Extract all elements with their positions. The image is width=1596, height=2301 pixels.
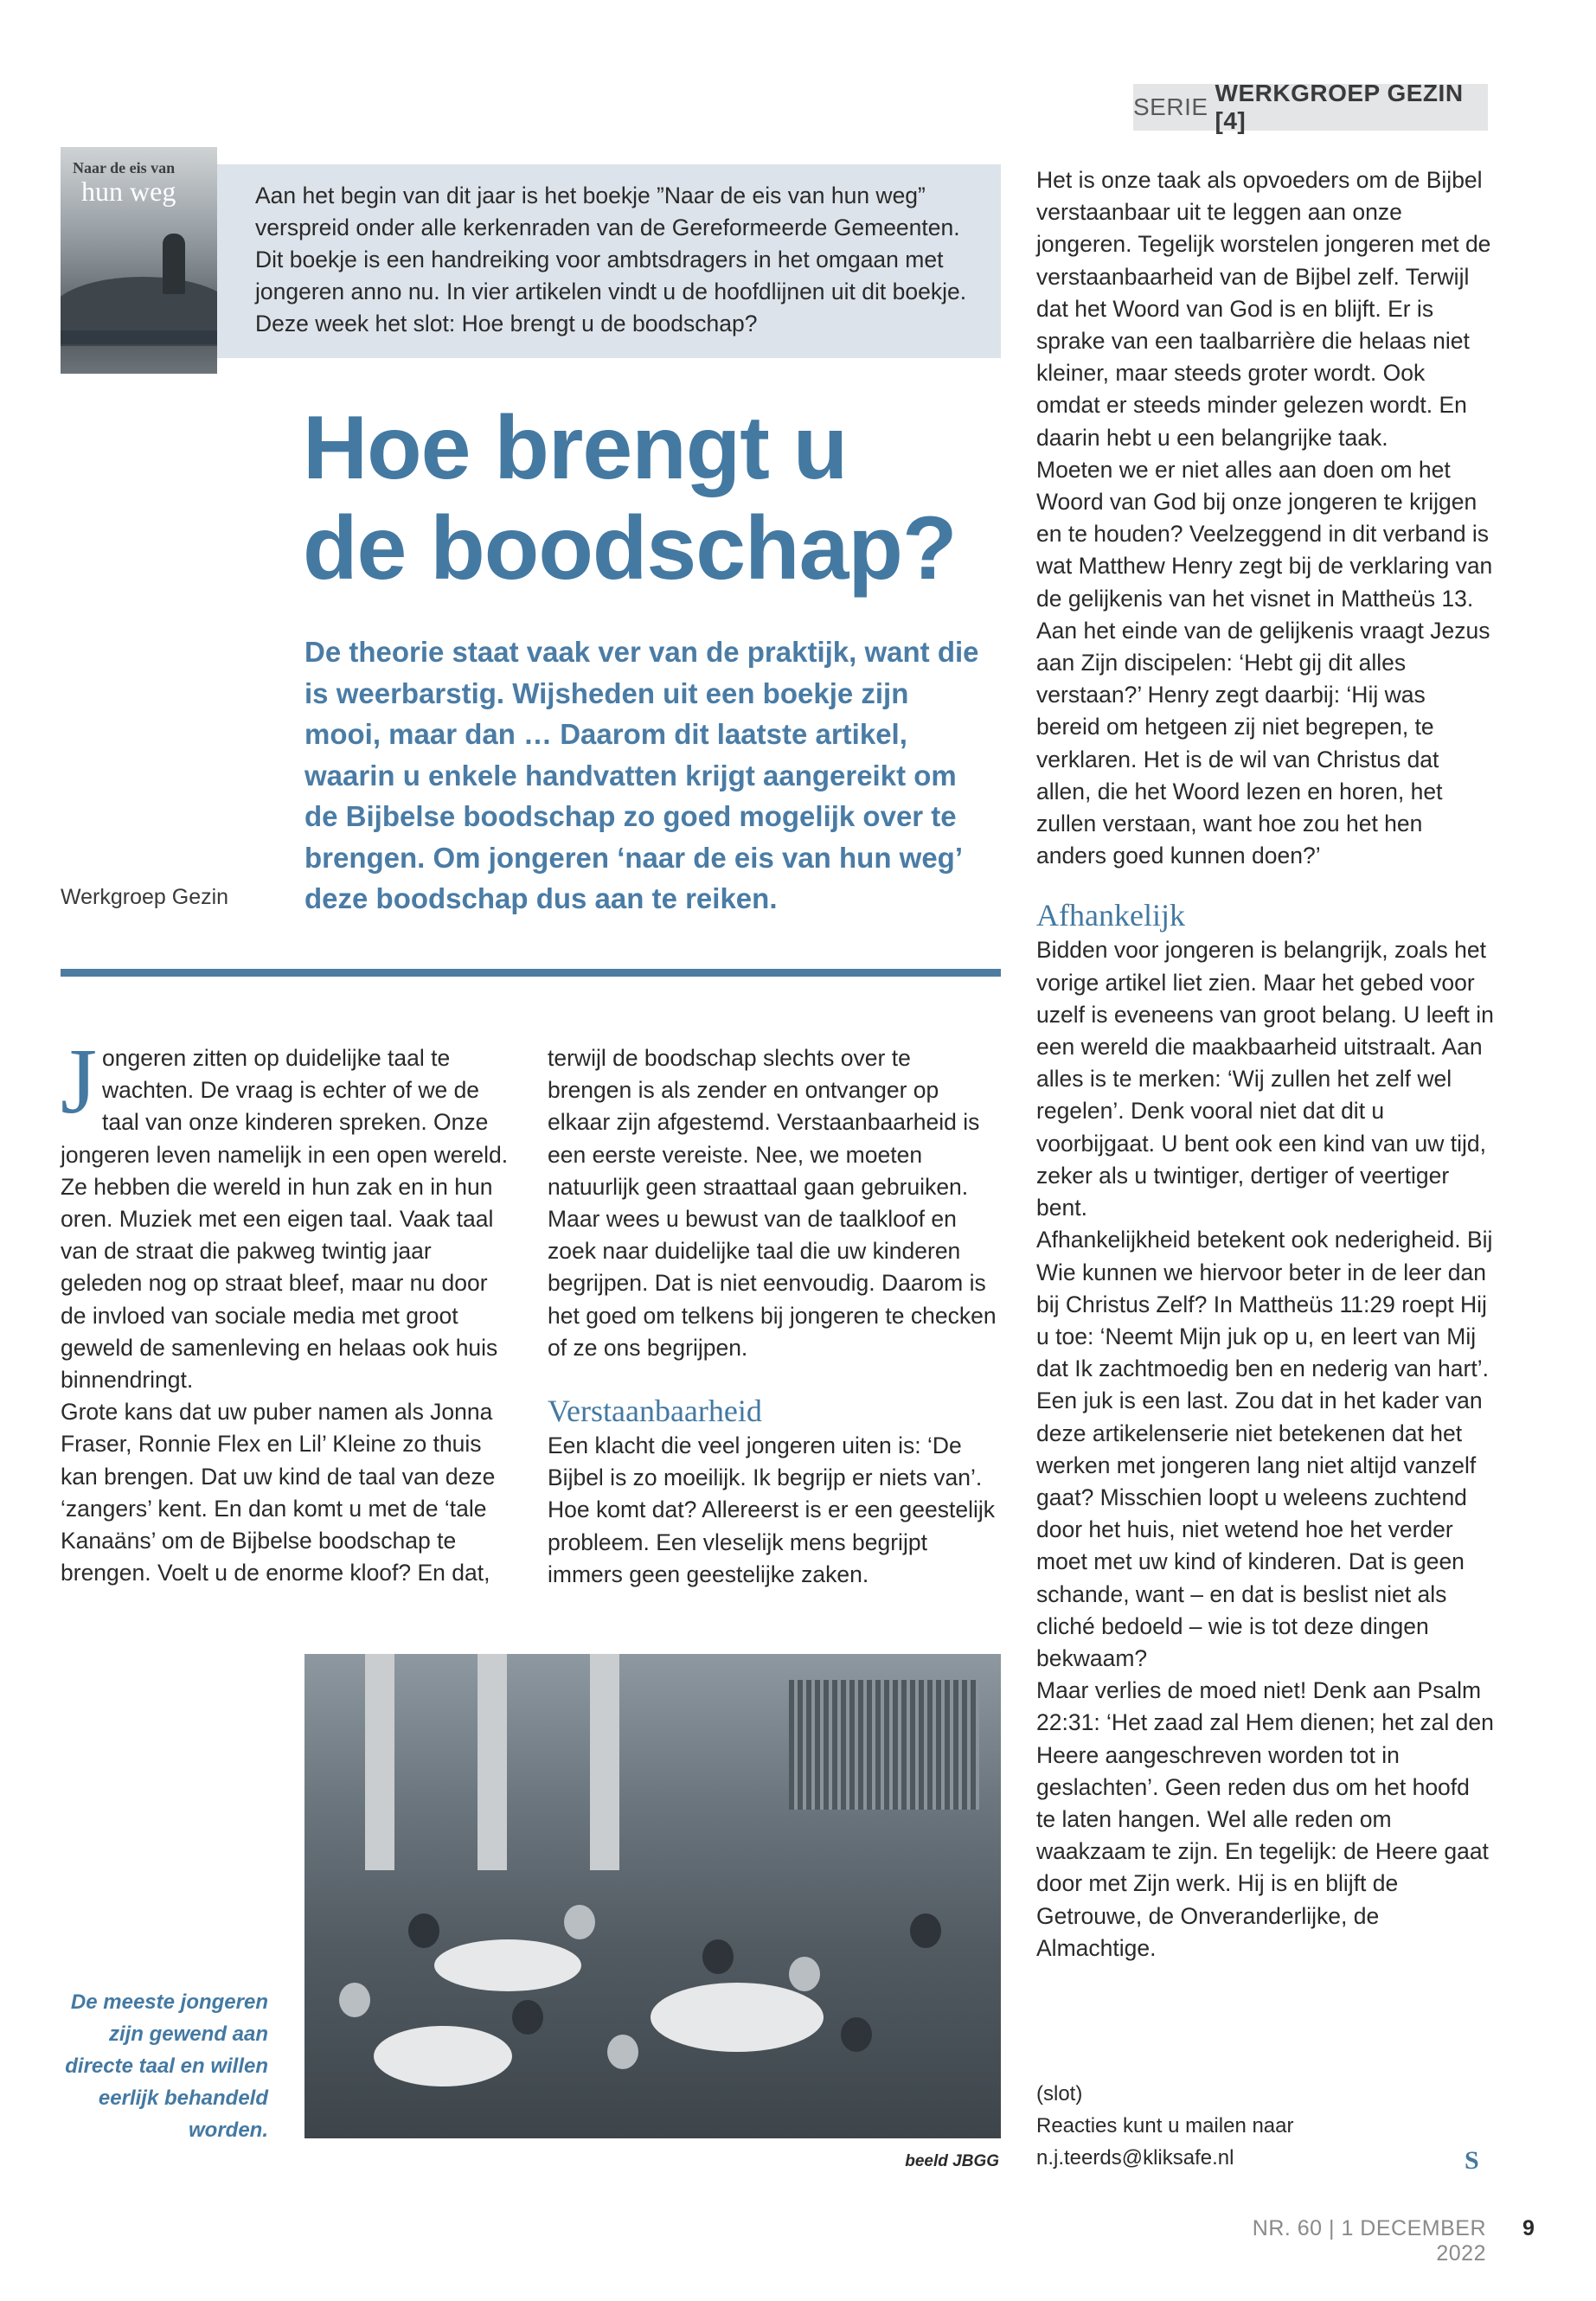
photo-person <box>564 1905 595 1939</box>
paragraph: Bidden voor jongeren is belangrijk, zoals het vorige artikel liet zien. Maar het gebed voor uzelf is eveneens van groot belang. U leeft in een wereld die maakbaarheid uitstraalt. Aan alles is te merken: ‘Wij zullen het zelf wel regelen’. Denk vooral niet dat dit u voorbijgaat. U bent ook een kind van uw tijd, zeker als u twintiger, dertiger of veertiger bent. <box>1036 937 1494 1221</box>
divider-rule <box>61 969 1001 977</box>
paragraph: Grote kans dat uw puber namen als Jonna Fraser, Ronnie Flex en Lil’ Kleine zo thuis kan brengen. Dat uw kind de taal van deze ‘zangers’ kent. En dan komt u met de ‘tale Kanaäns’ om de Bijbelse boodschap te brengen. Voelt u de enorme kloof? En dat, <box>61 1399 496 1586</box>
intro-box <box>217 164 1001 358</box>
series-tag <box>1133 80 1488 134</box>
photo-caption: De meeste jongeren zijn gewend aan directe taal en willen eerlijk behandeld worden. <box>65 1990 268 2142</box>
paragraph <box>61 1030 510 1396</box>
paragraph: terwijl de boodschap slechts over te brengen is als zender en ontvanger op elkaar zijn afgestemd. Verstaanbaarheid is een eerste vereiste. Nee, we moeten natuurlijk geen straattaal gaan gebruiken. Maar wees u bewust van de taalkloof en zoek naar duidelijke taal die uw kinderen begrijpen. Dat is niet eenvoudig. Daarom is het goed om telkens bij jongeren te checken of ze ons begrijpen. <box>548 1045 997 1361</box>
photo-pillar <box>478 1654 507 1870</box>
lead-paragraph: De theorie staat vaak ver van de praktijk, want die is weerbarstig. Wijsheden uit een boekje zijn mooi, maar dan … Daarom dit laatste artikel, waarin u enkele handvatten krijgt aangereikt om de Bijbelse boodschap zo goed mogelijk over te brengen. Om jongeren ‘naar de eis van hun weg’ deze boodschap dus aan te reiken. <box>304 636 979 914</box>
photo-person <box>512 2000 543 2035</box>
photo-person <box>789 1957 820 1991</box>
article-photo <box>304 1654 1001 2138</box>
end-mark: (slot) <box>1036 2082 1083 2106</box>
paragraph: Moeten we er niet alles aan doen om het Woord van God bij onze jongeren te krijgen en te houden? Veelzeggend in dit verband is wat Matthew Henry zegt bij de verklaring van de gelijkenis van het visnet in Mattheüs 13. Aan het einde van de gelijkenis vraagt Jezus aan Zijn discipelen: ‘Hebt gij dit alles verstaan?’ Henry zegt daarbij: ‘Hij was bereid om hetgeen zij niet begrepen, te verklaren. Het is de wil van Christus dat allen, die het Woord lezen en horen, het zullen verstaan, want hoe zou het hen anders goed kunnen doen?’ <box>1036 456 1493 869</box>
photo-person <box>408 1913 439 1948</box>
book-cover-image <box>61 147 217 374</box>
photo-credit: beeld JBGG <box>905 2152 999 2170</box>
photo-person <box>607 2035 638 2069</box>
photo-table <box>651 1983 824 2052</box>
intro-text: Aan het begin van dit jaar is het boekje ”Naar de eis van hun weg” verspreid onder alle kerkenraden van de Gereformeerde Gemeenten. Dit boekje is een handreiking voor ambtsdragers in het omgaan met jongeren anno nu. In vier artikelen vindt u de hoofdlijnen uit dit boekje. Deze week het slot: Hoe brengt u de boodschap? <box>255 183 967 336</box>
photo-table <box>374 2026 512 2086</box>
paragraph: Afhankelijkheid betekent ook nederigheid. Bij Wie kunnen we hiervoor beter in de leer dan bij Christus Zelf? In Mattheüs 11:29 roept Hij u toe: ‘Neemt Mijn juk op u, en leert van Mij dat Ik zachtmoedig ben en nederig van hart’. Een juk is een last. Zou dat in het kader van deze artikelenserie niet betekenen dat het werken met jongeren lang niet altijd vanzelf gaat? Misschien loopt u weleens zuchtend door het huis, niet wetend hoe het verder moet met uw kind of kinderen. Dat is geen schande, want – en dat is beslist niet als cliché bedoeld – wie is tot deze dingen bekwaam? <box>1036 1227 1493 1671</box>
subheading-afhankelijk: Afhankelijk <box>1036 898 1185 933</box>
body-column-3 <box>1036 164 1495 1965</box>
body-column-1 <box>61 1030 510 1589</box>
article-footer-note <box>1036 2078 1495 2174</box>
paragraph: Maar verlies de moed niet! Denk aan Psalm 22:31: ‘Het zaad zal Hem dienen; het zal den Heere aangeschreven worden tot in geslachten’. Geen reden dus om het hoofd te laten hangen. Wel alle reden om waakzaam te zijn. En tegelijk: de Heere gaat door met Zijn werk. Hij is en blijft de Getrouwe, de Onveranderlijke, de Almachtige. <box>1036 1677 1494 1961</box>
cover-title-large: hun weg <box>81 176 176 207</box>
body-column-2 <box>548 1042 1001 1591</box>
paragraph: Een klacht die veel jongeren uiten is: ‘De Bijbel is zo moeilijk. Ik begrijp er niets van’. Hoe komt dat? Allereerst is er een geestelijk probleem. Een vleselijk mens begrijpt immers geen geestelijke zaken. <box>548 1433 996 1587</box>
series-prefix: SERIE <box>1133 93 1208 120</box>
photo-table <box>434 1939 581 1991</box>
photo-person <box>339 1983 370 2017</box>
cover-figure <box>163 234 185 294</box>
photo-person <box>841 2017 872 2052</box>
headline <box>303 398 977 599</box>
subheading-verstaanbaarheid: Verstaanbaarheid <box>548 1394 762 1429</box>
reactions-text: Reacties kunt u mailen naar <box>1036 2114 1294 2138</box>
email-address: n.j.teerds@kliksafe.nl <box>1036 2146 1234 2170</box>
photo-organ <box>789 1680 979 1810</box>
headline-line-2: de boodschap? <box>303 498 957 599</box>
photo-pillar <box>365 1654 394 1870</box>
cover-band <box>61 330 217 344</box>
photo-person <box>910 1913 941 1948</box>
series-name: WERKGROEP GEZIN [4] <box>1215 80 1464 134</box>
magazine-logo-icon: S <box>1465 2146 1479 2175</box>
author: Werkgroep Gezin <box>61 885 229 909</box>
issue-info: NR. 60 | 1 DECEMBER 2022 <box>1252 2216 1486 2266</box>
headline-line-1: Hoe brengt u <box>303 398 848 498</box>
paragraph: Het is onze taak als opvoeders om de Bijbel verstaanbaar uit te leggen aan onze jongeren. Tegelijk worstelen jongeren met de verstaanbaarheid van de Bijbel zelf. Terwijl dat het Woord van God is en blijft. Er is sprake van een taalbarrière die helaas niet kleiner, maar steeds groter wordt. Ook omdat er steeds minder gelezen wordt. En daarin hebt u een belangrijke taak. <box>1036 167 1491 451</box>
photo-pillar <box>590 1654 619 1870</box>
paragraph-text: ongeren zitten op duidelijke taal te wachten. De vraag is echter of we de taal van onze kinderen spreken. Onze jongeren leven namelijk in een open wereld. Ze hebben die wereld in hun zak en in hun oren. Muziek met een eigen taal. Vaak taal van de straat die pakweg twintig jaar geleden nog op straat bleef, maar nu door de invloed van sociale media met groot geweld de samenleving en helaas ook huis binnendringt. <box>61 1045 509 1394</box>
cover-title-small: Naar de eis van <box>73 159 176 176</box>
photo-person <box>702 1939 734 1974</box>
drop-cap: J <box>61 1030 98 1133</box>
page-number: 9 <box>1522 2216 1535 2240</box>
